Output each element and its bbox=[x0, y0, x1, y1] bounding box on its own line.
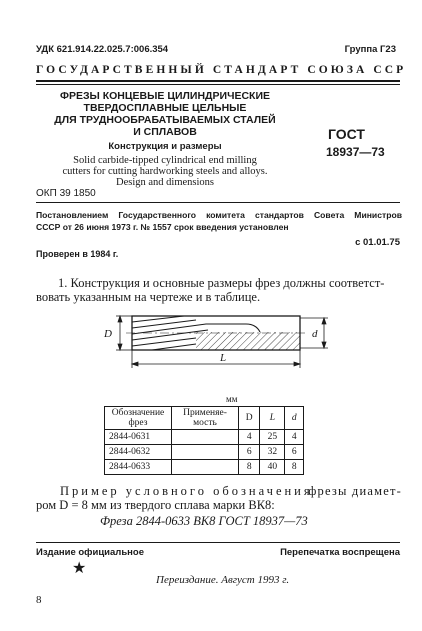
title-en-line: Design and dimensions bbox=[116, 177, 214, 188]
cell-L: 40 bbox=[260, 460, 285, 475]
cell-application bbox=[172, 445, 239, 460]
page-number: 8 bbox=[36, 594, 42, 606]
banner-rule-thick bbox=[36, 80, 400, 82]
header-D: D bbox=[239, 407, 260, 430]
standard-banner: ГОСУДАРСТВЕННЫЙ СТАНДАРТ СОЮЗА ССР bbox=[36, 64, 407, 76]
title-en-line: cutters for cutting hardworking steels and alloys. bbox=[62, 166, 268, 177]
cell-D: 4 bbox=[239, 430, 260, 445]
header-designation: Обозначение фрез bbox=[105, 407, 172, 430]
example-formula: Фреза 2844-0633 ВК8 ГОСТ 18937—73 bbox=[100, 514, 308, 528]
title-rule bbox=[36, 202, 400, 203]
shank-hatch bbox=[196, 332, 300, 350]
cell-application bbox=[172, 430, 239, 445]
header-L: L bbox=[260, 407, 285, 430]
checked-note: Проверен в 1984 г. bbox=[36, 249, 119, 259]
cell-designation: 2844-0632 bbox=[105, 445, 172, 460]
decree-line-2: СССР от 26 июня 1973 г. № 1557 срок введения установлен bbox=[36, 222, 289, 232]
cell-d: 4 bbox=[285, 430, 304, 445]
cell-application bbox=[172, 460, 239, 475]
okp-code: ОКП 39 1850 bbox=[36, 188, 96, 199]
title-en bbox=[36, 155, 294, 188]
reissue-note: Переиздание. Август 1993 г. bbox=[156, 574, 290, 586]
decree-effective-date: с 01.01.75 bbox=[355, 237, 400, 248]
cell-designation: 2844-0633 bbox=[105, 460, 172, 475]
table-unit: мм bbox=[226, 394, 238, 404]
star-icon: ★ bbox=[72, 560, 87, 577]
table-header-row bbox=[105, 407, 304, 430]
table-row bbox=[105, 445, 304, 460]
cell-D: 6 bbox=[239, 445, 260, 460]
example-heading: Пример условного обозначения bbox=[60, 484, 313, 498]
gost-label: ГОСТ bbox=[328, 126, 365, 142]
cell-d: 6 bbox=[285, 445, 304, 460]
udc-code: УДК 621.914.22.025.7:006.354 bbox=[36, 44, 169, 55]
cell-D: 8 bbox=[239, 460, 260, 475]
official-edition: Издание официальное bbox=[36, 547, 144, 558]
title-ru bbox=[36, 90, 294, 138]
title-ru-line: И СПЛАВОВ bbox=[133, 126, 197, 138]
example-line-1-tail: фрезы диамет- bbox=[308, 484, 402, 498]
title-ru-line: ТВЕРДОСПЛАВНЫЕ ЦЕЛЬНЫЕ bbox=[83, 102, 247, 114]
group-code: Группа Г23 bbox=[344, 44, 396, 55]
footer-rule bbox=[36, 542, 400, 543]
decree-line-1: Постановлением Государственного комитета стандартов Совета Министров bbox=[36, 210, 402, 220]
cell-L: 25 bbox=[260, 430, 285, 445]
cell-d: 8 bbox=[285, 460, 304, 475]
title-ru-line: ФРЕЗЫ КОНЦЕВЫЕ ЦИЛИНДРИЧЕСКИЕ bbox=[59, 90, 271, 102]
title-en-line: Solid carbide-tipped cylindrical end milling bbox=[73, 155, 257, 166]
header-application: Применяе- мость bbox=[172, 407, 239, 430]
dimension-L bbox=[132, 350, 300, 368]
cutter-drawing bbox=[96, 306, 336, 372]
cell-L: 32 bbox=[260, 445, 285, 460]
clause-line-1: 1. Конструкция и основные размеры фрез должны соответст- bbox=[58, 276, 385, 290]
example-line-2: ром D = 8 мм из твердого сплава марки ВК8: bbox=[36, 498, 275, 512]
dimensions-table bbox=[104, 406, 304, 475]
title-ru-subtitle: Конструкция и размеры bbox=[108, 141, 222, 152]
banner-rule-thin bbox=[36, 84, 400, 85]
title-ru-line: ДЛЯ ТРУДНООБРАБАТЫВАЕМЫХ СТАЛЕЙ bbox=[54, 114, 276, 126]
drawing-label-D: D bbox=[104, 328, 112, 340]
header-d: d bbox=[285, 407, 304, 430]
table-row bbox=[105, 460, 304, 475]
drawing-label-d: d bbox=[312, 328, 318, 340]
cell-designation: 2844-0631 bbox=[105, 430, 172, 445]
table-row bbox=[105, 430, 304, 445]
gost-number: 18937—73 bbox=[326, 145, 385, 159]
reprint-notice: Перепечатка воспрещена bbox=[280, 547, 400, 558]
drawing-label-L: L bbox=[220, 352, 227, 364]
clause-line-2: вовать указанным на чертеже и в таблице. bbox=[36, 290, 261, 304]
